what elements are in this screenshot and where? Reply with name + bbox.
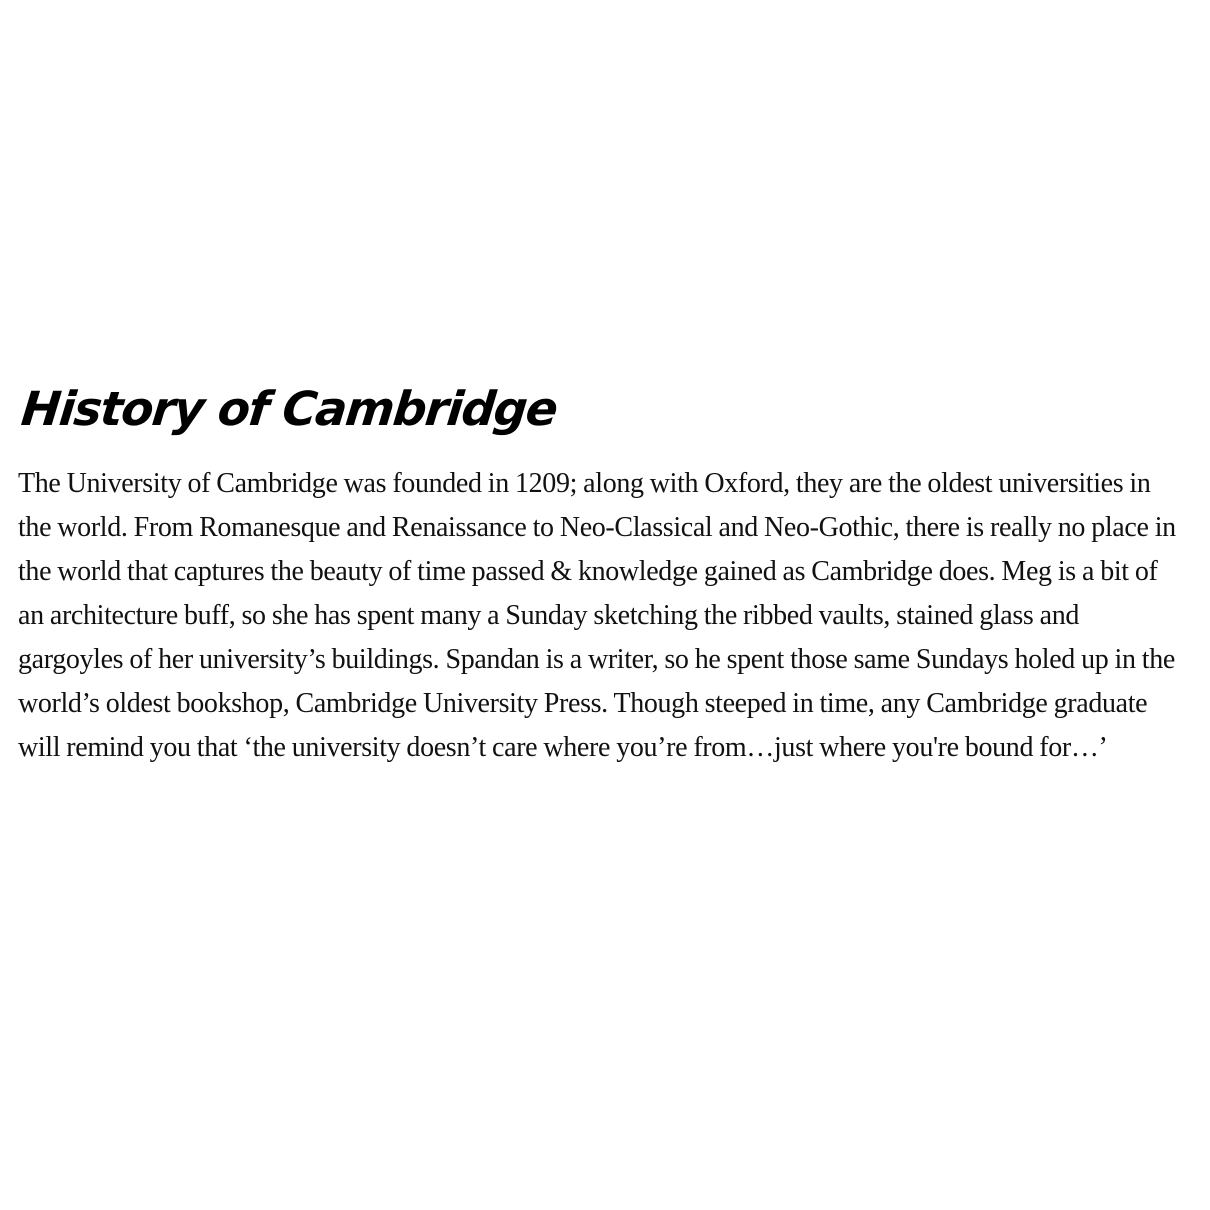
history-paragraph: The University of Cambridge was founded in 1209; along with Oxford, they are the oldest universities in the world. From Romanesque and Renaissance to Neo-Classical and Neo-Gothic, there is really no place in the world that captures the beauty of time passed & knowledge gained as Cambridge does. Meg is a bit of an architecture buff, so she has spent many a Sunday sketching the ribbed vaults, stained glass and gargoyles of her university’s buildings. Spandan is a writer, so he spent those same Sundays holed up in the world’s oldest bookshop, Cambridge University Press. Though steeped in time, any Cambridge graduate will remind you that ‘the university doesn’t care where you’re from…just where you're bound for…’ (18, 468, 1176, 763)
section-title: History of Cambridge (18, 382, 560, 437)
history-section (18, 376, 1188, 770)
